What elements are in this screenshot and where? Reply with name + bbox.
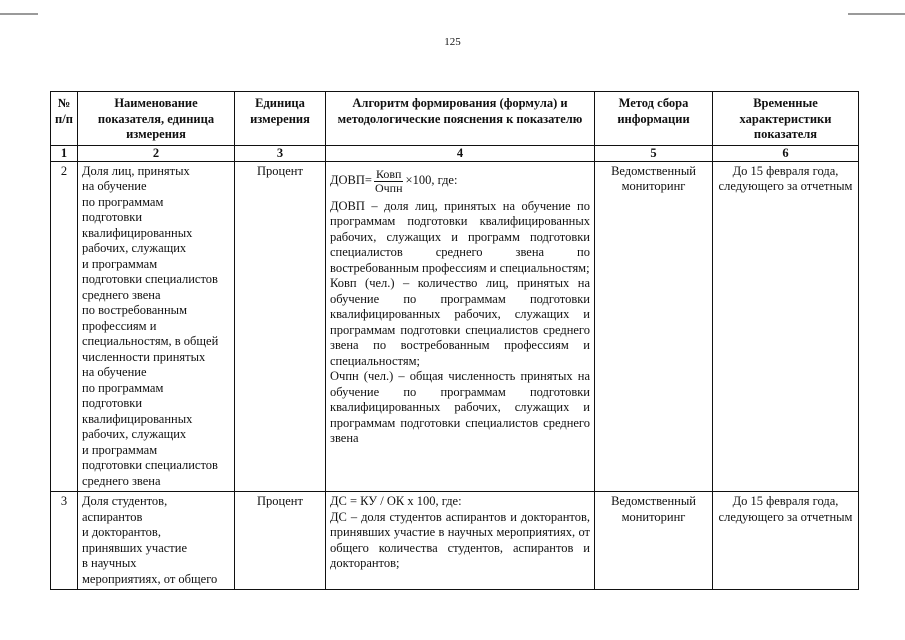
page-bottom-edge xyxy=(0,608,905,640)
table-row xyxy=(51,492,859,590)
indicator-line: аспирантов xyxy=(82,509,143,524)
unit: Процент xyxy=(235,492,326,590)
indicator-line: по востребованным xyxy=(82,303,187,317)
indicator-line: Доля лиц, принятых xyxy=(82,163,190,178)
column-number-row xyxy=(51,145,859,161)
indicator-name xyxy=(78,492,235,590)
formula-fraction xyxy=(373,168,405,195)
header-num: № п/п xyxy=(51,92,78,146)
formula-rhs: ×100, где: xyxy=(405,173,458,188)
indicator-line: рабочих, служащих xyxy=(82,427,187,441)
indicator-line: на обучение xyxy=(82,179,147,193)
column-number: 1 xyxy=(51,145,78,161)
indicator-line: подготовки xyxy=(82,210,143,224)
scan-edge-line-left-top xyxy=(0,13,38,15)
indicator-line: численности принятых xyxy=(82,349,206,364)
algorithm xyxy=(326,161,595,492)
timing: До 15 февраля года, следующего за отчетным xyxy=(713,161,859,492)
indicator-name xyxy=(78,161,235,492)
page-number: 125 xyxy=(444,36,461,48)
indicator-line: и программам xyxy=(82,256,158,271)
algorithm-paragraph: Ковп (чел.) – количество лиц, принятых на обучение по программам подготовки квалифицированных рабочих, служащих и программам подготовки специалистов среднего звена по востребованным профессиям и специальностям; xyxy=(330,276,590,368)
header-timing: Временные характеристики показателя xyxy=(713,92,859,146)
formula-numerator: Ковп xyxy=(375,166,402,181)
formula-text: ДС = КУ / ОК х 100, где: xyxy=(330,494,462,508)
indicator-line: по программам xyxy=(82,194,164,209)
indicator-line: на обучение xyxy=(82,365,147,379)
table-row xyxy=(51,161,859,492)
row-number: 2 xyxy=(51,161,78,492)
collection-method: Ведомственный мониторинг xyxy=(595,492,713,590)
indicator-line: Доля студентов, xyxy=(82,494,168,508)
column-number: 4 xyxy=(326,145,595,161)
indicator-line: среднего звена xyxy=(82,473,161,488)
header-row xyxy=(51,92,859,146)
collection-method: Ведомственный мониторинг xyxy=(595,161,713,492)
indicator-line: принявших участие xyxy=(82,540,187,555)
indicator-line: среднего звена xyxy=(82,287,161,302)
algorithm xyxy=(326,492,595,590)
unit: Процент xyxy=(235,161,326,492)
header-algorithm: Алгоритм формирования (формула) и методологические пояснения к показателю xyxy=(326,92,595,146)
indicator-line: по программам xyxy=(82,380,164,395)
indicator-line: и программам xyxy=(82,442,158,457)
algorithm-paragraph: ДС – доля студентов аспирантов и докторантов, принявших участие в научных мероприятиях, от общего количества студентов, аспирантов и докторантов; xyxy=(330,509,590,570)
header-indicator: Наименование показателя, единица измерения xyxy=(78,92,235,146)
indicator-line: подготовки специалистов xyxy=(82,272,218,286)
algorithm-paragraph: ДОВП – доля лиц, принятых на обучение по программам подготовки квалифицированных рабочих, служащих и программ подготовки специалистов среднего звена по востребованным профессиям и специальностям; xyxy=(330,198,590,275)
column-number: 5 xyxy=(595,145,713,161)
indicator-line: подготовки xyxy=(82,396,143,410)
column-number: 2 xyxy=(78,145,235,161)
formula-denominator: Очпн xyxy=(374,180,403,195)
indicator-line: рабочих, служащих xyxy=(82,241,187,255)
indicator-table xyxy=(50,91,859,590)
column-number: 3 xyxy=(235,145,326,161)
indicator-line: квалифицированных xyxy=(82,225,193,240)
formula-lhs: ДОВП= xyxy=(330,173,372,188)
scan-edge-line-right-top xyxy=(848,13,905,15)
header-unit: Единица измерения xyxy=(235,92,326,146)
column-number: 6 xyxy=(713,145,859,161)
header-method: Метод сбора информации xyxy=(595,92,713,146)
indicator-line: мероприятиях, от общего xyxy=(82,571,218,586)
algorithm-paragraph: Очпн (чел.) – общая численность принятых на обучение по программам подготовки квалифицированных рабочих, служащих и программам подготовки специалистов среднего звена xyxy=(330,369,590,445)
indicator-line: подготовки специалистов xyxy=(82,458,218,472)
formula xyxy=(330,164,590,199)
indicator-line: в научных xyxy=(82,556,137,570)
indicator-line: и докторантов, xyxy=(82,525,161,539)
indicator-line: квалифицированных xyxy=(82,411,193,426)
timing: До 15 февраля года, следующего за отчетным xyxy=(713,492,859,590)
row-number: 3 xyxy=(51,492,78,590)
indicator-line: специальностям, в общей xyxy=(82,334,219,348)
indicator-line: профессиям и xyxy=(82,318,157,333)
